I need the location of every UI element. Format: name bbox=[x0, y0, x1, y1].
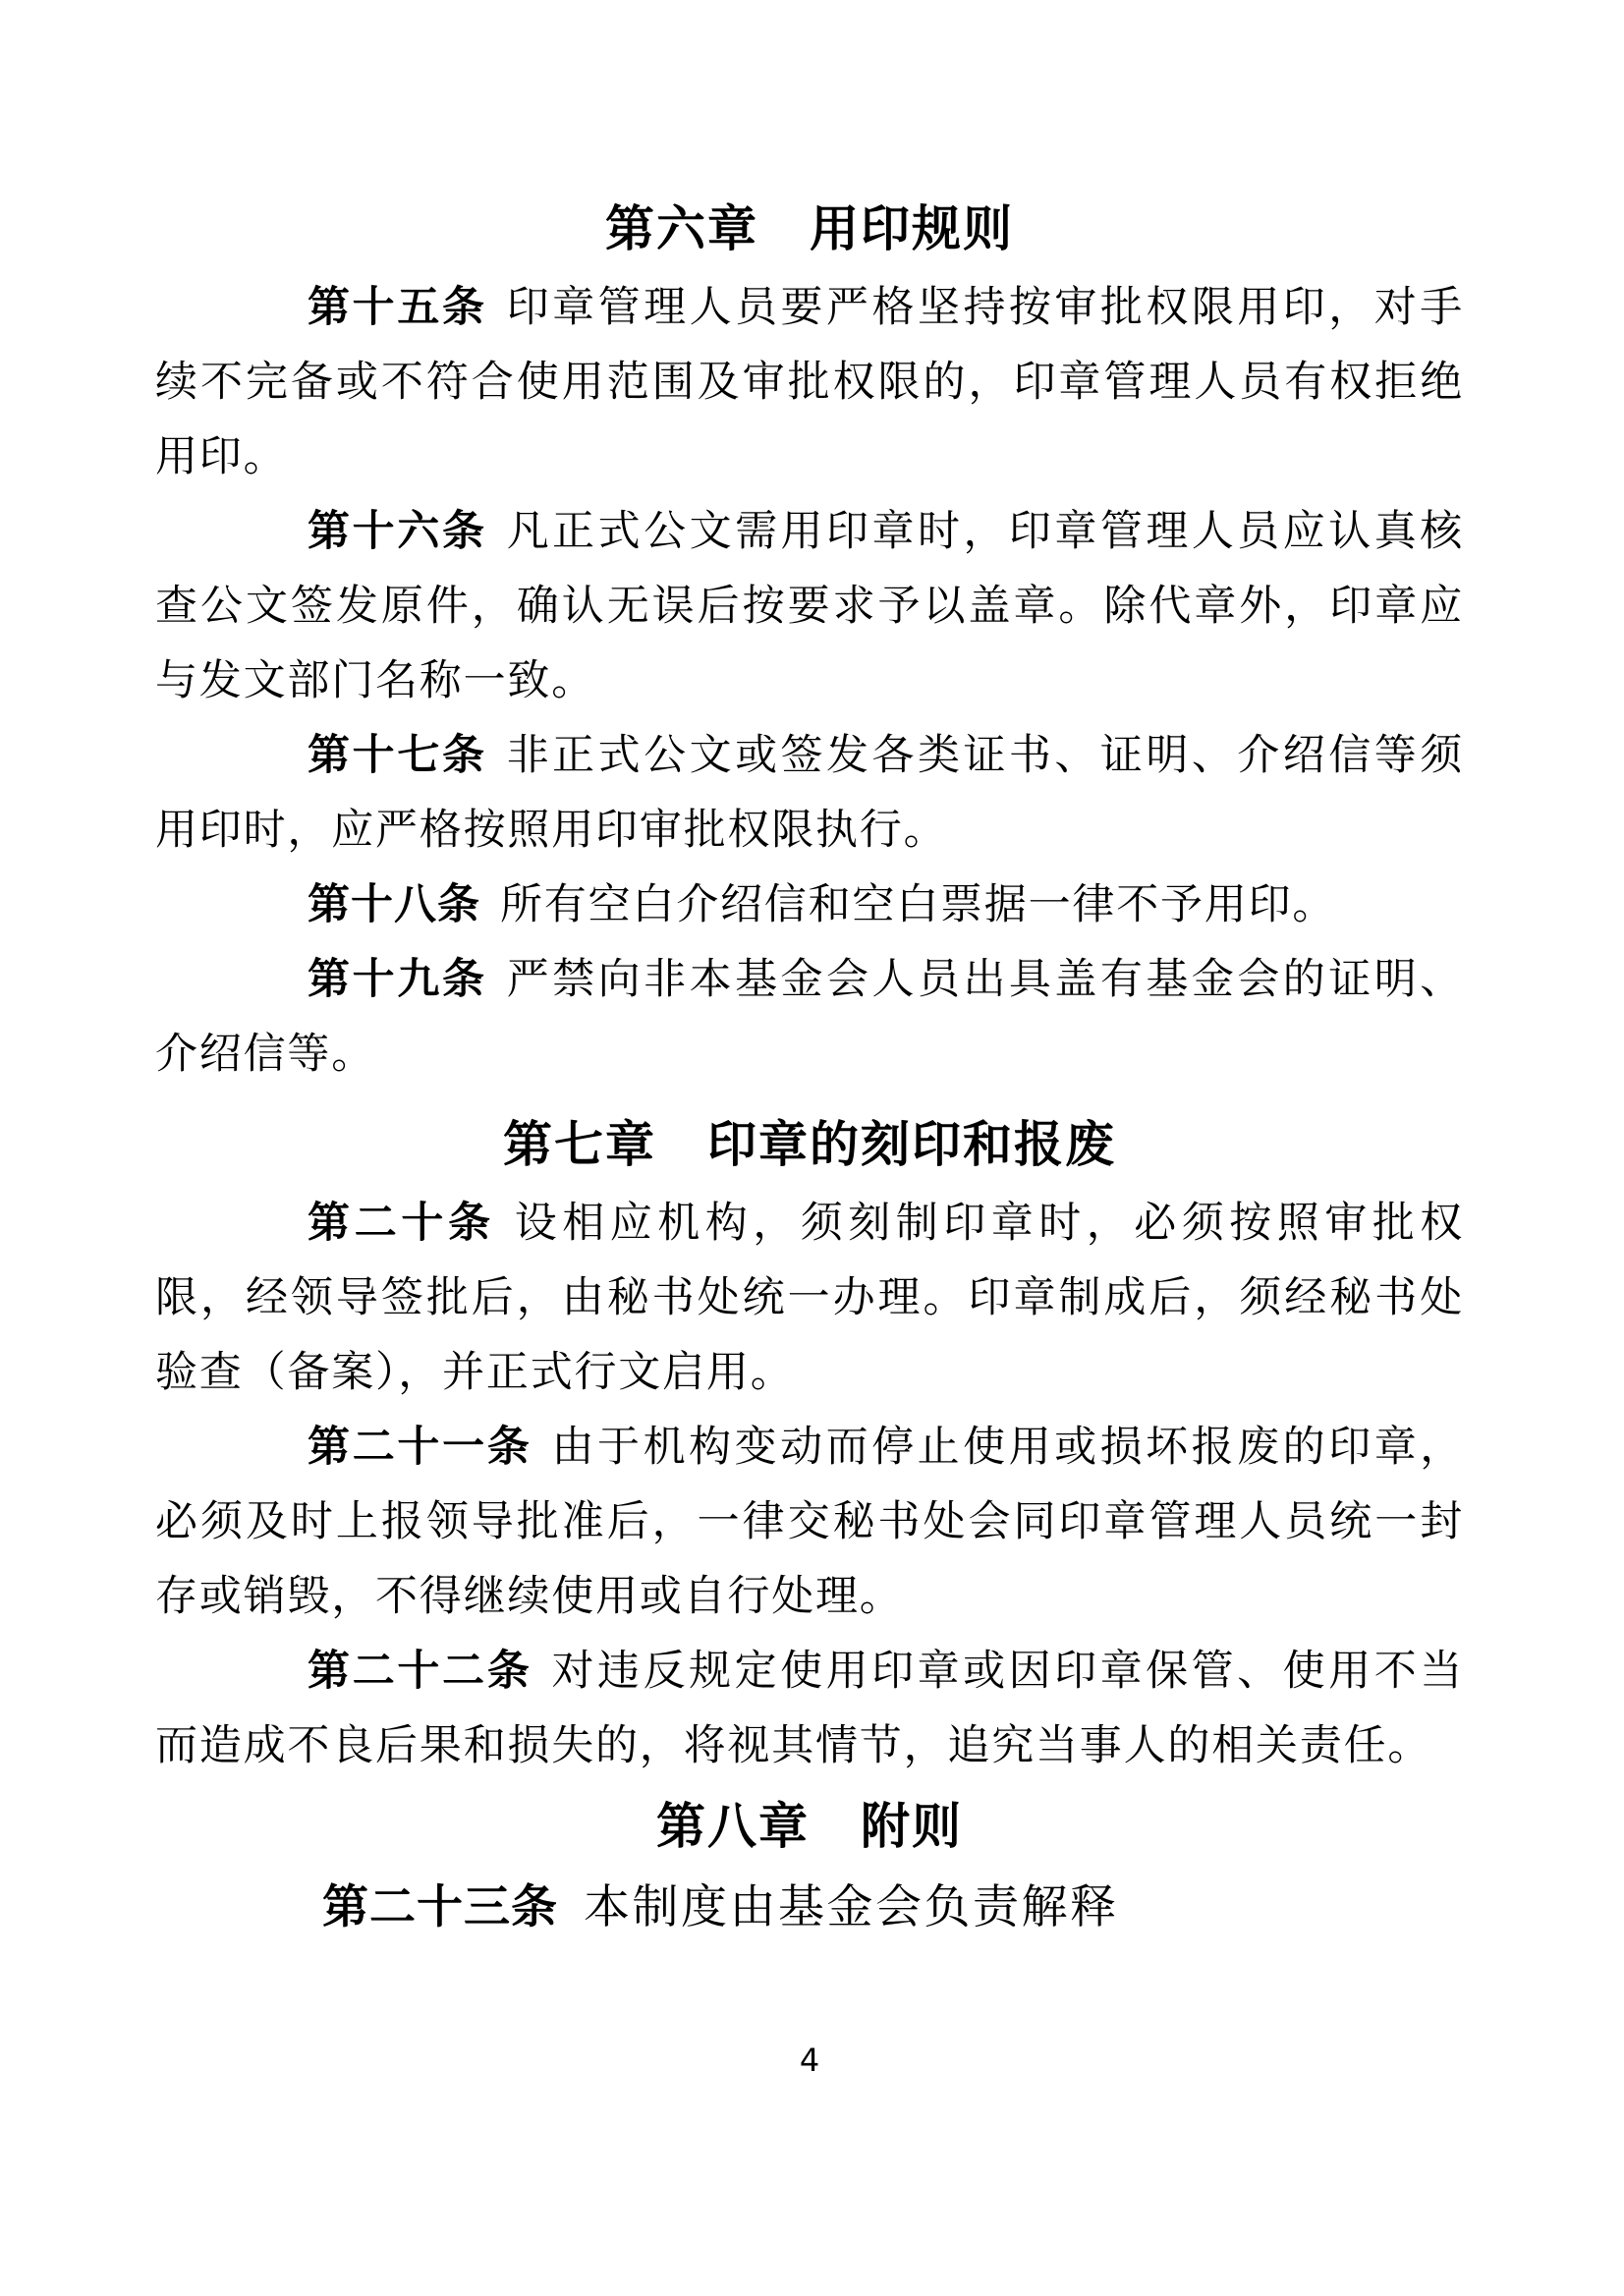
chapter-7-section bbox=[155, 1102, 1464, 1784]
article-17-label: 第十七条 bbox=[308, 733, 487, 779]
chapter-6-heading: 第六章 用印规则 bbox=[605, 200, 1014, 257]
article-15-text: 印章管理人员要严格坚持按审批权限用印，对手续不完备或不符合使用范围及审批权限的，印章管理人员有权拒绝用印。 bbox=[155, 285, 1464, 480]
article-17 bbox=[155, 719, 1464, 868]
article-18-label: 第十八条 bbox=[308, 882, 480, 928]
article-19-label: 第十九条 bbox=[308, 957, 487, 1003]
article-18 bbox=[155, 868, 1464, 943]
article-22-text: 对违反规定使用印章或因印章保管、使用不当而造成不良后果和损失的，将视其情节，追究当事人的相关责任。 bbox=[155, 1649, 1465, 1769]
article-18-text: 所有空白介绍信和空白票据一律不予用印。 bbox=[500, 882, 1337, 928]
article-19 bbox=[155, 943, 1464, 1092]
article-19-text: 严禁向非本基金会人员出具盖有基金会的证明、介绍信等。 bbox=[155, 957, 1464, 1078]
article-23-label: 第二十三条 bbox=[322, 1882, 558, 1933]
chapter-6-section bbox=[155, 187, 1464, 1092]
article-22-label: 第二十二条 bbox=[308, 1649, 532, 1695]
article-16 bbox=[155, 495, 1464, 719]
page-number: 4 bbox=[799, 2042, 820, 2079]
article-16-label: 第十六条 bbox=[308, 509, 487, 555]
article-16-text: 凡正式公文需用印章时，印章管理人员应认真核查公文签发原件，确认无误后按要求予以盖章。除代章外，印章应与发文部门名称一致。 bbox=[155, 509, 1464, 704]
article-21 bbox=[155, 1411, 1464, 1635]
article-17-text: 非正式公文或签发各类证书、证明、介绍信等须用印时，应严格按照用印审批权限执行。 bbox=[155, 733, 1464, 854]
article-15 bbox=[155, 271, 1464, 495]
chapter-8-section bbox=[155, 1784, 1464, 1947]
article-21-text: 由于机构变动而停止使用或损坏报废的印章，必须及时上报领导批准后，一律交秘书处会同印章管理人员统一封存或销毁，不得继续使用或自行处理。 bbox=[155, 1425, 1465, 1620]
article-23 bbox=[155, 1869, 1464, 1947]
article-22 bbox=[155, 1635, 1464, 1784]
article-20 bbox=[155, 1187, 1464, 1411]
article-23-text: 本制度由基金会负责解释 bbox=[584, 1882, 1119, 1933]
chapter-7-heading: 第七章 印章的刻印和报废 bbox=[503, 1116, 1116, 1173]
article-20-text: 设相应机构，须刻制印章时，必须按照审批权限，经领导签批后，由秘书处统一办理。印章制成后，须经秘书处验查（备案），并正式行文启用。 bbox=[155, 1201, 1465, 1396]
article-20-label: 第二十条 bbox=[308, 1201, 495, 1247]
article-15-label: 第十五条 bbox=[308, 285, 487, 331]
chapter-8-heading: 第八章 附则 bbox=[656, 1798, 963, 1855]
article-21-label: 第二十一条 bbox=[308, 1425, 532, 1471]
